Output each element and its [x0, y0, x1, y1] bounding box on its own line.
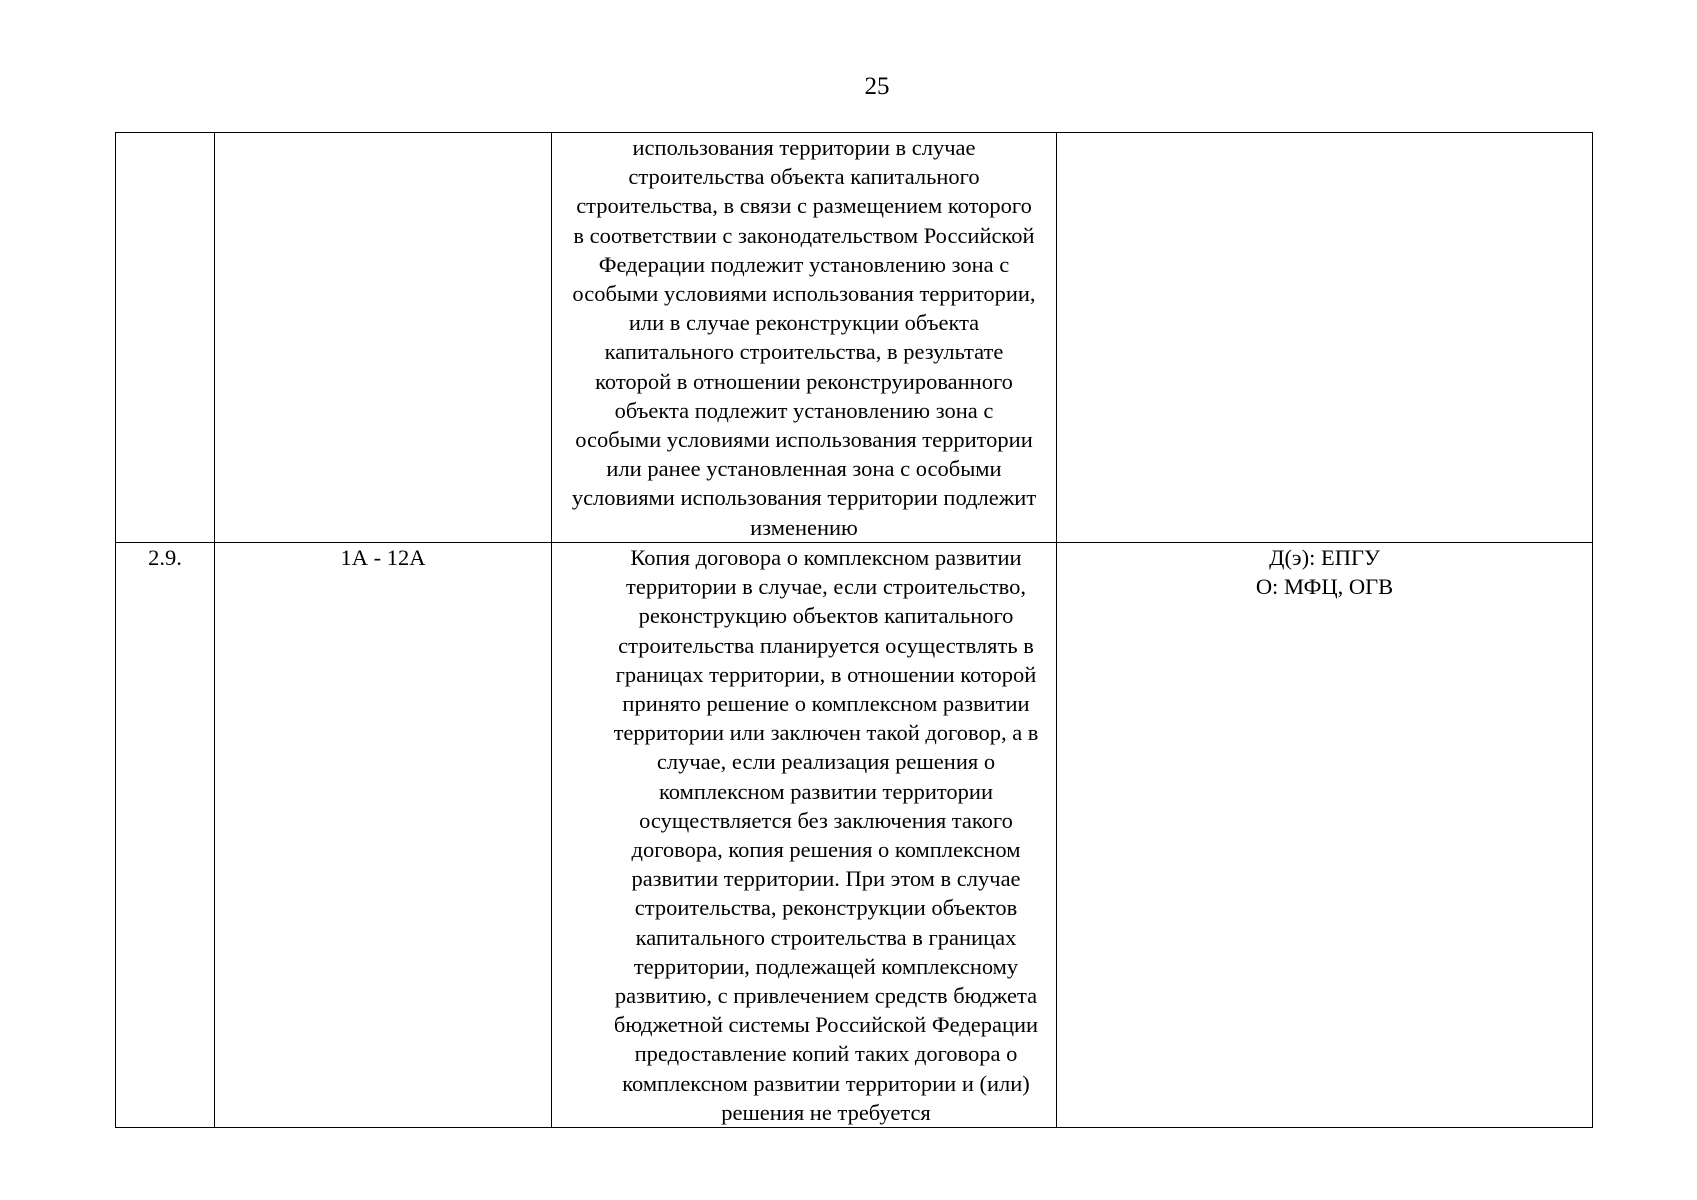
text-line: капитального строительства, в результате: [604, 339, 1004, 365]
text-line: объекта подлежит установлению зона с: [614, 397, 994, 423]
source-text: [1057, 543, 1592, 601]
text-line: договора, копия решения о комплексном: [631, 837, 1021, 863]
text-line: комплексном развитии территории: [659, 778, 993, 804]
row-number-cell: [116, 133, 215, 543]
page-number: 25: [864, 73, 890, 100]
text-line: бюджетной системы Российской Федерации: [613, 1012, 1039, 1038]
text-line: строительства планируется осуществлять в: [618, 632, 1034, 658]
text-line: в соответствии с законодательством Российской: [573, 222, 1035, 248]
variants-cell: 1А - 12А: [215, 543, 552, 1128]
text-line: условиями использования территории подлежит: [571, 485, 1037, 511]
source-cell: [1057, 133, 1593, 543]
text-line: предоставление копий таких договора о: [634, 1041, 1018, 1067]
text-line: территории, подлежащей комплексному: [633, 953, 1019, 979]
text-line: решения не требуется: [721, 1099, 931, 1125]
text-line: использования территории в случае: [632, 135, 976, 160]
document-description-cell: [552, 543, 1057, 1128]
text-line: или ранее установленная зона с особыми: [606, 456, 1002, 482]
text-line: осуществляется без заключения такого: [639, 807, 1013, 833]
text-line: территории в случае, если строительство,: [626, 574, 1026, 600]
documents-table: [115, 132, 1593, 1128]
text-line: строительства объекта капитального: [628, 164, 980, 190]
text-line: Д(э): ЕПГУ: [1269, 545, 1380, 570]
text-line: особыми условиями использования территории: [575, 427, 1033, 453]
text-line: принято решение о комплексном развитии: [622, 691, 1030, 717]
text-line: строительства, реконструкции объектов: [634, 895, 1018, 921]
text-line: которой в отношении реконструированного: [595, 368, 1013, 394]
text-line: капитального строительства в границах: [635, 924, 1017, 950]
variants-cell: [215, 133, 552, 543]
text-line: строительства, в связи с размещением которого: [576, 193, 1032, 219]
text-line: развитии территории. При этом в случае: [631, 866, 1021, 892]
text-line: изменению: [750, 514, 858, 540]
text-line: особыми условиями использования территории,: [572, 281, 1036, 307]
text-line: случае, если реализация решения о: [656, 749, 996, 775]
text-line: развитию, с привлечением средств бюджета: [614, 983, 1038, 1009]
text-line: территории или заключен такой договор, а в: [613, 720, 1039, 746]
row-number-cell: 2.9.: [116, 543, 215, 1128]
document-description: [552, 133, 1056, 542]
text-line: комплексном развитии территории и (или): [622, 1070, 1030, 1096]
table-row: [116, 133, 1593, 543]
text-line: реконструкцию объектов капитального: [638, 603, 1014, 629]
text-line: Копия договора о комплексном развитии: [630, 545, 1022, 570]
document-description: [552, 543, 1056, 1127]
text-line: О: МФЦ, ОГВ: [1255, 574, 1394, 600]
document-description-cell: [552, 133, 1057, 543]
text-line: или в случае реконструкции объекта: [628, 310, 980, 336]
source-cell: [1057, 543, 1593, 1128]
text-line: Федерации подлежит установлению зона с: [598, 251, 1010, 277]
table-row: [116, 543, 1593, 1128]
text-line: границах территории, в отношении которой: [615, 661, 1037, 687]
